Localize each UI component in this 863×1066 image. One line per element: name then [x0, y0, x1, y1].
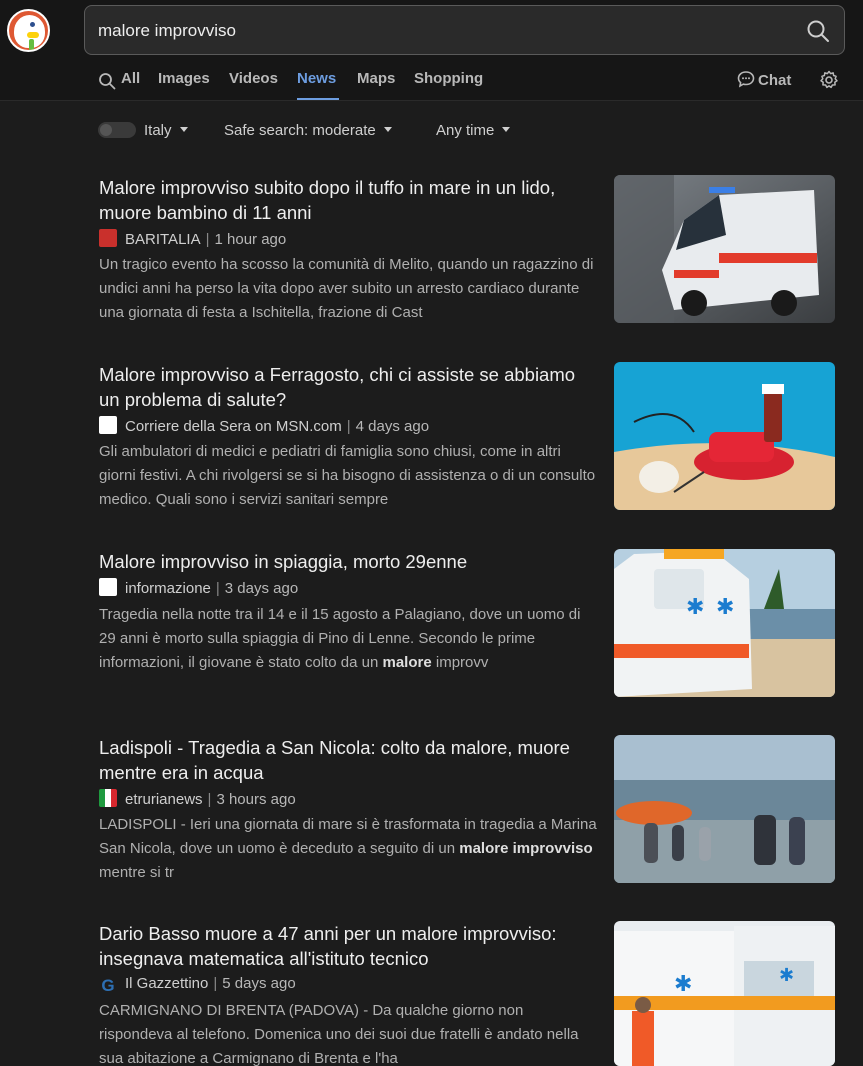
result-time: 3 days ago [224, 580, 299, 597]
time-dropdown[interactable] [436, 122, 510, 139]
source-name[interactable]: Il Gazzettino [125, 975, 209, 992]
tab-maps[interactable]: Maps [357, 70, 396, 87]
filter-bar [98, 120, 698, 142]
result-snippet: Tragedia nella notte tra il 14 e il 15 agosto a Palagiano, dove un uomo di 29 anni è morto sulla spiaggia di Pino di Lenne. Secondo le prime informazioni, il giovane è stato colto da un malore improvv [99, 606, 581, 671]
first-aid-kit-beach-photo [614, 362, 835, 510]
result-source: G Il Gazzettino | 5 days ago [99, 975, 296, 995]
result-source: Corriere della Sera on MSN.com | 4 days ago [99, 416, 429, 435]
svg-text:✱: ✱ [686, 595, 705, 620]
result-time: 4 days ago [355, 418, 430, 435]
region-label: Italy [144, 122, 172, 139]
region-dropdown[interactable] [144, 122, 188, 139]
result-source: informazione | 3 days ago [99, 578, 298, 597]
tab-images[interactable]: Images [158, 70, 210, 87]
tab-news[interactable]: News [297, 70, 337, 87]
result-thumbnail[interactable] [614, 921, 835, 1066]
gazzettino-favicon-icon: G [99, 977, 117, 995]
source-name[interactable]: etrurianews [125, 791, 203, 808]
gear-icon[interactable] [819, 70, 839, 90]
result-thumbnail[interactable] [614, 735, 835, 883]
result-title[interactable]: Ladispoli - Tragedia a San Nicola: colto da malore, muore mentre era in acqua [99, 737, 570, 783]
result-title[interactable]: Malore improvviso a Ferragosto, chi ci assiste se abbiamo un problema di salute? [99, 364, 576, 410]
result-time: 5 days ago [222, 975, 296, 992]
duck-eye [30, 22, 35, 27]
duckduckgo-logo[interactable] [7, 9, 50, 52]
result-snippet: Un tragico evento ha scosso la comunità di Melito, quando un ragazzino di undici anni ha perso la vita dopo aver subito un arresto cardiaco durante una giornata di festa a Ischitella, frazione di Cast [99, 256, 594, 321]
result-thumbnail[interactable] [614, 549, 835, 697]
svg-text:✱: ✱ [674, 972, 693, 997]
source-name[interactable]: BARITALIA [125, 231, 201, 248]
search-icon[interactable] [806, 19, 830, 43]
ambulance-beach-photo [614, 549, 835, 697]
svg-text:✱: ✱ [779, 965, 795, 986]
result-thumbnail[interactable] [614, 362, 835, 510]
result-title[interactable]: Malore improvviso subito dopo il tuffo in mare in un lido, muore bambino di 11 anni [99, 177, 556, 223]
source-name[interactable]: informazione [125, 580, 211, 597]
result-source: etrurianews | 3 hours ago [99, 789, 296, 808]
active-tab-underline [297, 98, 339, 100]
chevron-down-icon [384, 127, 392, 132]
source-name[interactable]: Corriere della Sera on MSN.com [125, 418, 342, 435]
header [0, 0, 863, 101]
duck-tie [29, 39, 34, 51]
beach-people-photo [614, 735, 835, 883]
region-toggle[interactable] [98, 122, 136, 138]
safe-search-dropdown[interactable] [224, 122, 392, 139]
result-snippet: Gli ambulatori di medici e pediatri di famiglia sono chiusi, come in altri giorni festivi. A chi rivolgersi se si ha bisogno di assistenza o di un consulto medico. Quali sono i servizi sanitari sempre [99, 443, 596, 508]
etrurianews-favicon-icon [99, 789, 117, 807]
tab-all[interactable]: All [121, 70, 141, 87]
chat-label: Chat [758, 72, 792, 89]
duck-beak [27, 32, 39, 38]
informazione-favicon-icon [99, 578, 117, 596]
search-query[interactable]: malore improvviso [98, 21, 236, 40]
chevron-down-icon [180, 127, 188, 132]
result-time: 3 hours ago [216, 791, 296, 808]
result-time: 1 hour ago [214, 231, 287, 248]
tab-shopping[interactable]: Shopping [414, 70, 484, 87]
corriere-favicon-icon [99, 416, 117, 434]
time-label: Any time [436, 122, 495, 139]
toggle-knob [100, 124, 112, 136]
baritalia-favicon-icon [99, 229, 117, 247]
safe-search-label: Safe search: moderate [224, 122, 376, 139]
ambulance-photo [614, 175, 835, 323]
chat-icon [737, 70, 755, 88]
result-thumbnail[interactable] [614, 175, 835, 323]
result-snippet: CARMIGNANO DI BRENTA (PADOVA) - Da qualche giorno non rispondeva al telefono. Domenica uno dei suoi due fratelli è andato nella sua abitazione a Carmignano di Brenta e l'ha [99, 1002, 579, 1066]
result-snippet: LADISPOLI - Ieri una giornata di mare si è trasformata in tragedia a Marina San Nicola, dove un uomo è deceduto a seguito di un malore improvviso mentre si tr [99, 816, 597, 881]
tab-videos[interactable]: Videos [229, 70, 278, 87]
result-source: BARITALIA | 1 hour ago [99, 229, 286, 248]
chat-button[interactable] [737, 70, 791, 89]
svg-text:✱: ✱ [716, 595, 735, 620]
chevron-down-icon [502, 127, 510, 132]
result-title[interactable]: Dario Basso muore a 47 anni per un malore improvviso: insegnava matematica all'istituto tecnico [99, 923, 557, 969]
search-input[interactable] [84, 5, 845, 55]
result-title[interactable]: Malore improvviso in spiaggia, morto 29enne [99, 551, 468, 572]
ambulances-paramedic-photo [614, 921, 835, 1066]
search-small-icon [98, 72, 116, 90]
